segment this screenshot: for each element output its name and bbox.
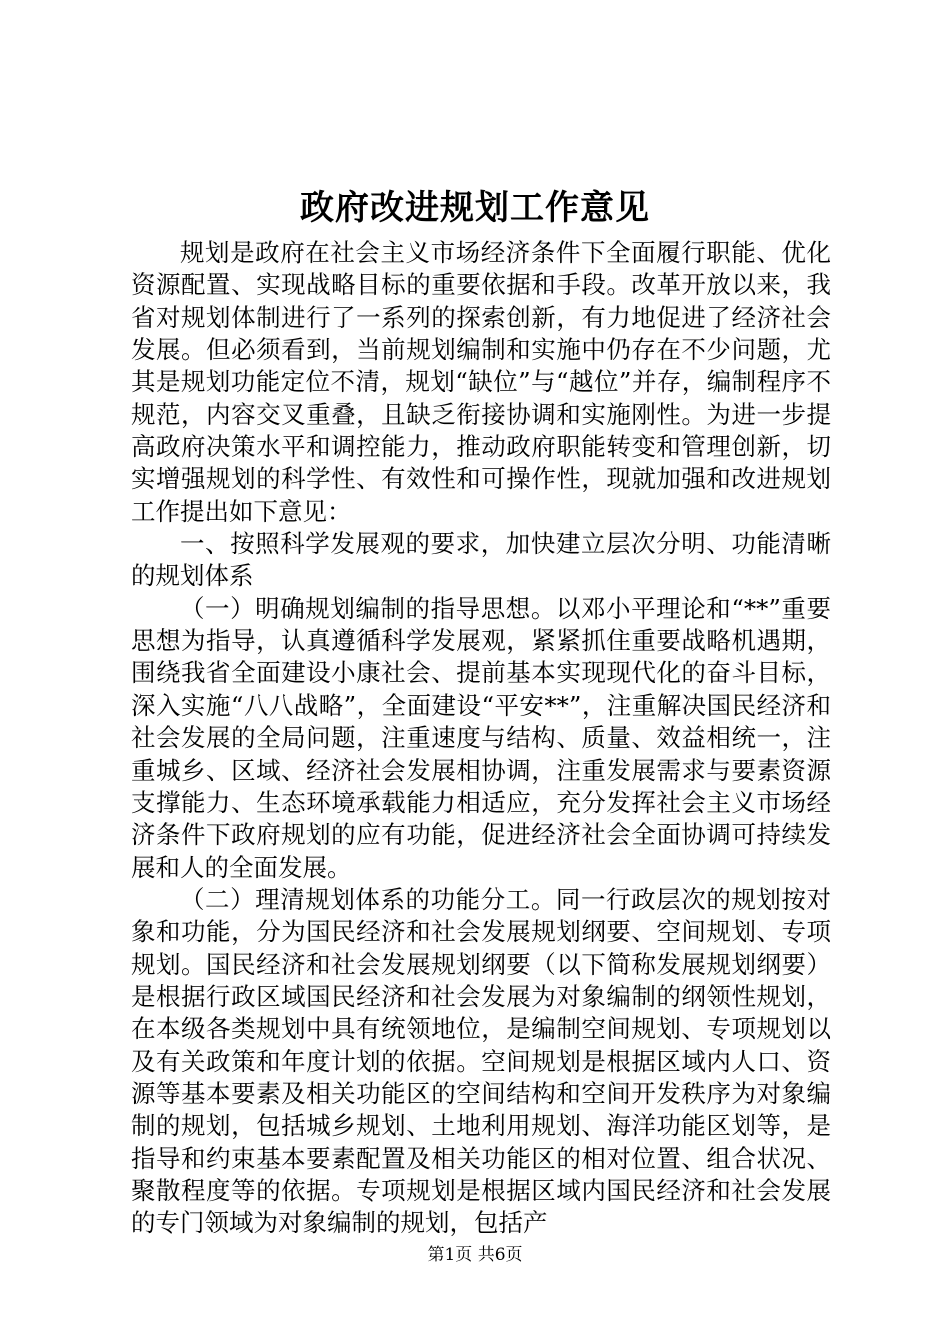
subsection-paragraph-2: （二）理清规划体系的功能分工。同一行政层次的规划按对象和功能，分为国民经济和社会发展规划纲要、空间规划、专项规划。国民经济和社会发展规划纲要（以下简称发展规划纲要）是根据行政区域国民经济和社会发展为对象编制的纲领性规划，在本级各类规划中具有统领地位，是编制空间规划、专项规划以及有关政策和年度计划的依据。空间规划是根据区域内人口、资源等基本要素及相关功能区的空间结构和空间开发秩序为对象编制的规划，包括城乡规划、土地利用规划、海洋功能区划等，是指导和约束基本要素配置及相关功能区的相对位置、组合状况、聚散程度等的依据。专项规划是根据区域内国民经济和社会发展的专门领域为对象编制的规划，包括产 <box>131 884 831 1238</box>
page-number-footer: 第1页 共6页 <box>427 1245 523 1265</box>
intro-paragraph: 规划是政府在社会主义市场经济条件下全面履行职能、优化资源配置、实现战略目标的重要依据和手段。改革开放以来，我省对规划体制进行了一系列的探索创新，有力地促进了经济社会发展。但必须看到，当前规划编制和实施中仍存在不少问题，尤其是规划功能定位不清，规划“缺位”与“越位”并存，编制程序不规范，内容交叉重叠，且缺乏衔接协调和实施刚性。为进一步提高政府决策水平和调控能力，推动政府职能转变和管理创新，切实增强规划的科学性、有效性和可操作性，现就加强和改进规划工作提出如下意见： <box>131 238 831 526</box>
section-heading-1: 一、按照科学发展观的要求，加快建立层次分明、功能清晰的规划体系 <box>131 529 831 591</box>
document-body <box>131 237 831 1240</box>
document-title: 政府改进规划工作意见 <box>300 188 650 228</box>
subsection-paragraph-1: （一）明确规划编制的指导思想。以邓小平理论和“**”重要思想为指导，认真遵循科学发展观，紧紧抓住重要战略机遇期，围绕我省全面建设小康社会、提前基本实现现代化的奋斗目标，深入实施“八八战略”，全面建设“平安**”，注重解决国民经济和社会发展的全局问题，注重速度与结构、质量、效益相统一，注重城乡、区域、经济社会发展相协调，注重发展需求与要素资源支撑能力、生态环境承载能力相适应，充分发挥社会主义市场经济条件下政府规划的应有功能，促进经济社会全面协调可持续发展和人的全面发展。 <box>131 593 831 882</box>
